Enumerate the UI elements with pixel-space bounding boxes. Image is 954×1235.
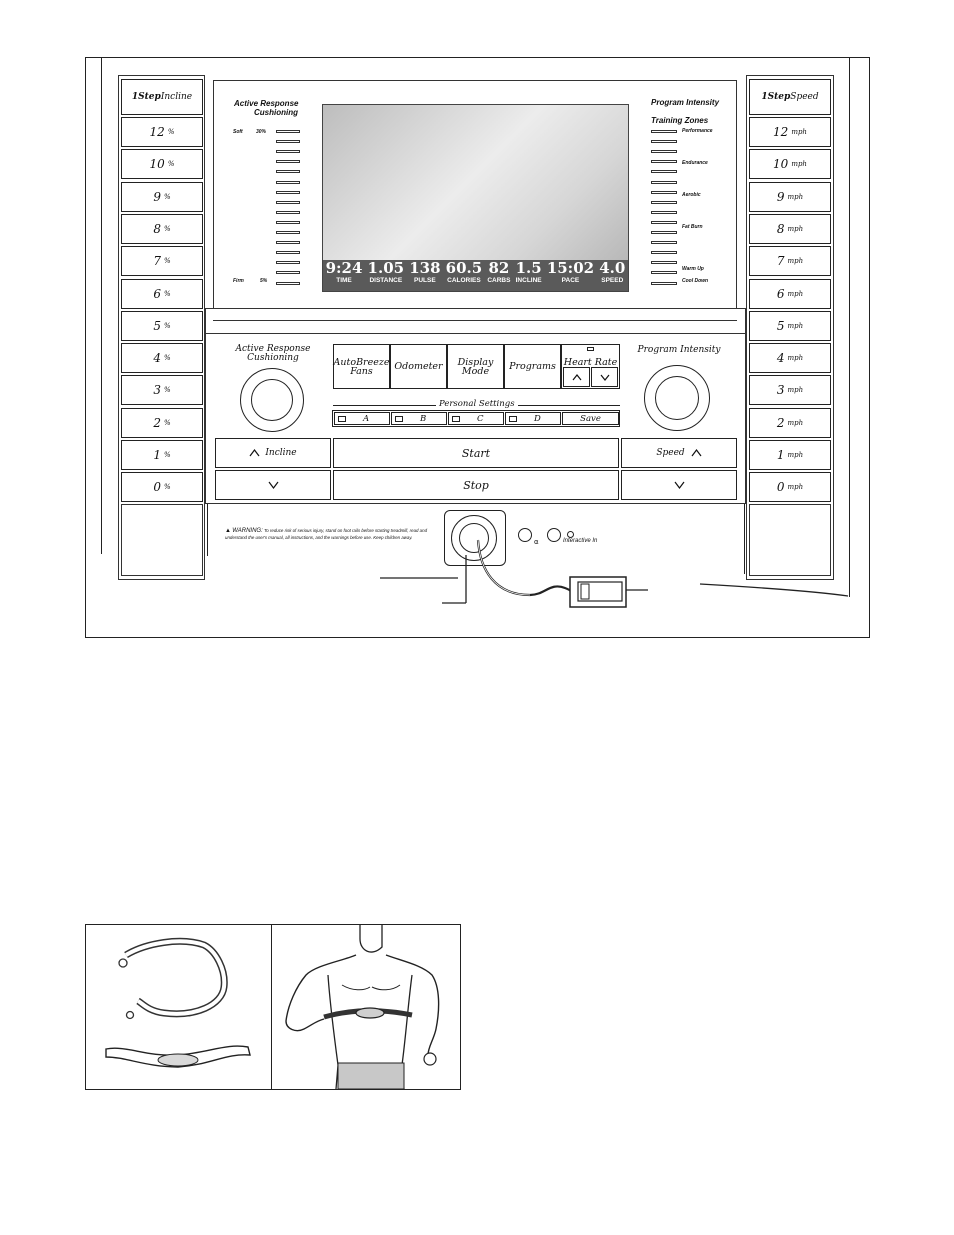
display-mode-line2: Mode [461, 365, 490, 377]
warning-body: To reduce risk of serious injury, stand on foot rails before starting treadmill, read and understand the user's manual, all instructions, and the warnings before use. Keep children away. [225, 528, 428, 540]
cushion-title [234, 99, 304, 117]
save-button[interactable] [562, 412, 619, 425]
cushion-level-bar [276, 130, 300, 133]
incline-level-key[interactable] [121, 311, 203, 341]
key-value: 4 [776, 351, 785, 366]
preset-b-button[interactable] [391, 412, 447, 425]
intensity-zone-bar [651, 191, 677, 194]
incline-label: Incline [265, 448, 297, 458]
autobreeze-line2: Fans [350, 365, 373, 377]
intensity-zone-bar [651, 170, 677, 173]
start-button[interactable]: Start [333, 438, 619, 468]
key-unit: % [163, 289, 171, 298]
key-value: 12 [149, 125, 165, 139]
intensity-zone-bar [651, 271, 677, 274]
readout-value: 1.05 [367, 259, 405, 277]
firm-label: Firm [233, 278, 244, 284]
headphone-icon: ⍺ [534, 538, 539, 546]
readout-distance [368, 260, 405, 285]
cushion-level-bar [276, 221, 300, 224]
readout-label: PACE [561, 277, 580, 284]
incline-level-key[interactable] [121, 472, 203, 502]
key-value: 0 [153, 480, 161, 495]
programs-button[interactable]: Programs [504, 344, 561, 389]
readout-value: 82 [488, 259, 510, 277]
zone-fat-burn: Fat Burn [682, 224, 703, 230]
cable-and-plug-drawing [370, 500, 870, 640]
speed-level-key[interactable] [749, 182, 831, 212]
key-unit: mph [787, 386, 804, 395]
key-value: 3 [776, 383, 785, 398]
key-unit: % [163, 257, 171, 266]
key-unit: % [163, 418, 171, 427]
incline-level-key[interactable] [121, 279, 203, 309]
display-mode-line1: Display [457, 356, 494, 368]
led-indicator [338, 416, 346, 422]
readout-label: INCLINE [515, 277, 542, 284]
cushion-level-bar [276, 170, 300, 173]
interactive-in-label: Interactive In [563, 538, 598, 544]
speed-level-key[interactable] [749, 246, 831, 276]
cushion-knob-label-line2: Cushioning [247, 353, 299, 363]
speed-up-button[interactable] [621, 438, 737, 468]
header-italic: Speed [790, 92, 819, 102]
key-unit: % [163, 192, 171, 201]
autobreeze-line1: AutoBreeze [333, 356, 390, 368]
key-value: 8 [776, 221, 785, 236]
header-bold: 1Step [131, 92, 161, 102]
incline-up-button[interactable] [215, 438, 331, 468]
key-unit: mph [791, 128, 807, 136]
key-value: 7 [776, 254, 785, 269]
incline-level-key[interactable] [121, 149, 203, 179]
preset-label: D [534, 413, 541, 424]
key-value: 2 [776, 415, 785, 430]
readout-incline [516, 260, 542, 285]
display-mode-button[interactable] [447, 344, 504, 389]
chest-strap-parts-drawing [86, 925, 270, 1089]
incline-level-key[interactable] [121, 343, 203, 373]
key-unit: mph [791, 160, 807, 169]
led-indicator [452, 416, 460, 422]
chevron-up-icon [691, 449, 702, 457]
cushion-title-line1: Active Response [234, 99, 299, 108]
lower-panel-left-edge [207, 504, 208, 556]
incline-key-bottom-blank [121, 504, 203, 576]
soft-pct: 30% [256, 129, 267, 135]
cushion-level-bar [276, 282, 300, 285]
cushion-level-bar [276, 231, 300, 234]
heart-rate-down-button[interactable] [591, 367, 618, 387]
intensity-zone-bar [651, 261, 677, 264]
key-value: 1 [776, 448, 785, 462]
cushion-title-line2: Cushioning [254, 108, 298, 117]
speed-level-key[interactable] [749, 214, 831, 244]
zone-cool-down: Cool Down [682, 278, 709, 284]
key-value: 6 [776, 286, 785, 301]
speed-level-key[interactable] [749, 408, 831, 438]
speed-level-key[interactable] [749, 117, 831, 147]
key-unit: mph [787, 418, 804, 427]
key-unit: % [163, 451, 171, 459]
intensity-knob-label: Program Intensity [637, 345, 721, 355]
key-unit: mph [787, 483, 804, 492]
display-ledge-inner [213, 310, 737, 321]
chevron-down-icon [600, 374, 610, 381]
readout-value: 9:24 [325, 259, 363, 277]
incline-level-key[interactable] [121, 182, 203, 212]
key-value: 2 [153, 415, 161, 430]
readout-value: 1.5 [515, 259, 542, 277]
incline-down-button[interactable] [215, 470, 331, 500]
key-value: 12 [773, 125, 789, 139]
key-unit: mph [787, 289, 804, 298]
one-step-speed-header [749, 79, 831, 115]
key-unit: mph [787, 224, 804, 233]
key-value: 8 [153, 221, 161, 236]
key-unit: % [167, 160, 175, 169]
incline-level-key[interactable] [121, 408, 203, 438]
stop-button[interactable]: Stop [333, 470, 619, 500]
readout-value: 15:02 [546, 259, 595, 277]
incline-level-key[interactable] [121, 117, 203, 147]
cushion-knob-label [228, 345, 318, 363]
readout-label: CARBS [487, 277, 511, 284]
readout-pulse [409, 260, 440, 285]
intensity-zone-bar [651, 251, 677, 254]
readout-label: PULSE [414, 277, 436, 284]
zones-title1: Program Intensity [651, 98, 720, 107]
intensity-zone-bar [651, 211, 677, 214]
cushion-level-bar [276, 251, 300, 254]
zone-aerobic: Aerobic [682, 192, 701, 198]
incline-level-key[interactable] [121, 246, 203, 276]
intensity-zone-bar [651, 282, 677, 285]
key-unit: mph [787, 321, 804, 330]
readout-value: 138 [409, 259, 441, 277]
frame-inner-edge-left [101, 57, 102, 554]
chevron-down-icon [674, 481, 685, 489]
chevron-up-icon [572, 374, 582, 381]
heart-rate-indicator [587, 347, 594, 351]
zone-warm-up: Warm Up [682, 266, 704, 272]
key-value: 9 [776, 189, 785, 204]
one-step-incline-header [121, 79, 203, 115]
readout-calories [446, 260, 483, 285]
intensity-zone-bar [651, 231, 677, 234]
speed-level-key[interactable] [749, 279, 831, 309]
incline-level-key[interactable] [121, 214, 203, 244]
key-value: 5 [776, 318, 785, 333]
intensity-zone-bar [651, 201, 677, 204]
intensity-zone-bar [651, 160, 677, 163]
key-value: 10 [773, 157, 789, 172]
speed-level-key[interactable] [749, 311, 831, 341]
key-value: 4 [153, 351, 161, 366]
cushion-knob-dial [251, 379, 293, 421]
readout-time [326, 260, 363, 285]
readout-value: 60.5 [445, 259, 483, 277]
speed-level-key[interactable] [749, 472, 831, 502]
key-value: 7 [153, 254, 161, 269]
odometer-button[interactable]: Odometer [390, 344, 447, 389]
key-unit: % [167, 128, 175, 136]
firm-pct: 5% [260, 278, 268, 284]
speed-label: Speed [656, 448, 685, 458]
header-bold: 1Step [761, 92, 791, 102]
cushion-level-bar [276, 271, 300, 274]
chevron-up-icon [249, 449, 260, 457]
intensity-zone-bar [651, 181, 677, 184]
incline-level-key[interactable] [121, 375, 203, 405]
cushion-level-bar [276, 261, 300, 264]
cushion-level-bar [276, 160, 300, 163]
heart-rate-up-button[interactable] [563, 367, 590, 387]
chevron-down-icon [268, 481, 279, 489]
key-value: 1 [153, 448, 161, 462]
zone-performance: Performance [682, 128, 713, 134]
preset-label: C [477, 413, 484, 424]
readout-label: DISTANCE [369, 277, 403, 284]
readout-carbs [487, 260, 510, 285]
personal-settings-label: Personal Settings [436, 399, 518, 409]
readout-value: 4.0 [599, 259, 626, 277]
save-label: Save [580, 413, 601, 424]
header-italic: Incline [160, 92, 193, 102]
zones-title2: Training Zones [651, 116, 709, 125]
readout-label: CALORIES [447, 277, 481, 284]
speed-level-key[interactable] [749, 343, 831, 373]
intensity-knob-dial [655, 376, 699, 420]
preset-c-button[interactable] [448, 412, 504, 425]
cushion-level-bar [276, 191, 300, 194]
cushion-level-bar [276, 150, 300, 153]
intensity-zone-bar [651, 221, 677, 224]
person-wearing-strap-drawing [272, 925, 460, 1089]
key-unit: mph [787, 192, 804, 201]
zone-endurance: Endurance [682, 160, 708, 166]
cushion-level-bar [276, 211, 300, 214]
readout-pace [547, 260, 594, 285]
led-indicator [395, 416, 403, 422]
preset-label: B [420, 413, 427, 424]
preset-a-button[interactable] [334, 412, 390, 425]
key-unit: % [163, 224, 171, 233]
readout-strip [323, 260, 628, 291]
warning-icon: ▲ [225, 528, 231, 534]
preset-label: A [363, 413, 370, 424]
cushion-level-bar [276, 241, 300, 244]
intensity-zone-bar [651, 130, 677, 133]
key-unit: mph [787, 354, 804, 363]
speed-down-button[interactable] [621, 470, 737, 500]
heart-rate-label: Heart Rate [563, 357, 618, 368]
readout-label: TIME [336, 277, 352, 284]
intensity-zone-bar [651, 150, 677, 153]
key-unit: mph [787, 257, 804, 266]
preset-d-button[interactable] [505, 412, 561, 425]
key-value: 10 [149, 157, 165, 172]
warning-title: WARNING: [232, 528, 263, 534]
intensity-zone-bar [651, 140, 677, 143]
key-unit: mph [787, 451, 804, 459]
key-unit: % [163, 386, 171, 395]
speed-level-key[interactable] [749, 440, 831, 470]
key-value: 6 [153, 286, 161, 301]
key-unit: % [163, 354, 171, 363]
key-value: 5 [153, 318, 161, 333]
key-unit: % [163, 321, 171, 330]
readout-speed [599, 260, 625, 285]
key-value: 3 [153, 383, 161, 398]
cushion-knob-label-line1: Active Response [235, 344, 311, 354]
incline-level-key[interactable] [121, 440, 203, 470]
speed-level-key[interactable] [749, 149, 831, 179]
intensity-zone-bar [651, 241, 677, 244]
cushion-level-bar [276, 181, 300, 184]
led-indicator [509, 416, 517, 422]
speed-level-key[interactable] [749, 375, 831, 405]
key-value: 0 [776, 480, 785, 495]
key-unit: % [163, 483, 171, 492]
autobreeze-fans-button[interactable] [333, 344, 390, 389]
key-value: 9 [153, 189, 161, 204]
cushion-level-bar [276, 140, 300, 143]
readout-label: SPEED [601, 277, 624, 284]
cushion-level-bar [276, 201, 300, 204]
soft-label: Soft [233, 129, 243, 135]
